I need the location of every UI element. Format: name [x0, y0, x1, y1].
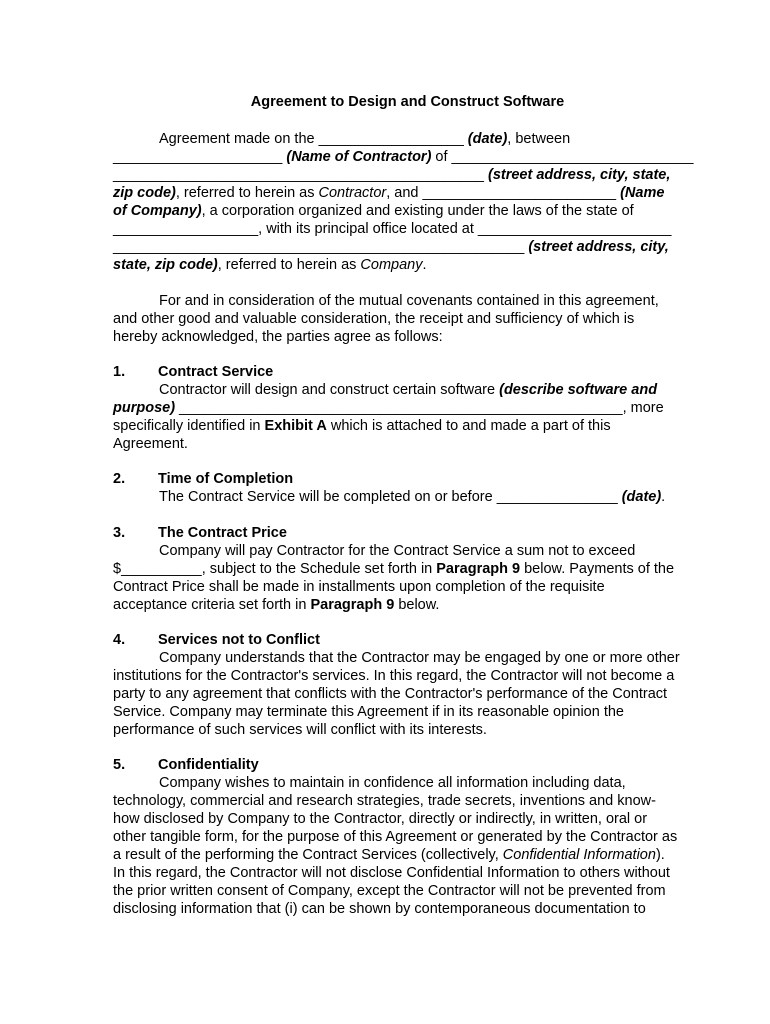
preamble-text: , referred to herein as	[175, 185, 319, 201]
preamble-text: .	[422, 257, 427, 273]
section-text: acceptance criteria set forth in	[113, 597, 311, 613]
section-title: Contract Service	[158, 364, 274, 380]
section-5-line-5	[113, 846, 665, 864]
section-5-line-6: In this regard, the Contractor will not disclose Confidential Information to others without	[113, 865, 670, 881]
document-title: Agreement to Design and Construct Software	[250, 94, 565, 110]
section-text: ).	[655, 847, 665, 863]
section-1-heading	[113, 363, 273, 381]
section-title: Time of Completion	[158, 471, 294, 487]
address-label: zip code)	[113, 185, 176, 201]
section-5-line-4: other tangible form, for the purpose of this Agreement or generated by the Contractor as	[113, 829, 678, 845]
section-number: 4.	[113, 632, 126, 648]
preamble-date-label: (date)	[467, 131, 508, 147]
exhibit-reference: Exhibit A	[264, 418, 327, 434]
section-2-heading	[113, 470, 293, 488]
preamble-text: of ______________________________	[431, 149, 694, 165]
software-label: (describe software and	[499, 382, 658, 398]
preamble-line-2	[113, 148, 693, 166]
preamble-line-8	[113, 256, 427, 274]
defined-term: Contractor	[318, 185, 387, 201]
section-text: Contractor will design and construct certain software	[159, 382, 500, 398]
section-3-line-1: Company will pay Contractor for the Contract Service a sum not to exceed	[159, 543, 636, 559]
preamble-text: , referred to herein as	[217, 257, 361, 273]
section-text: a result of the performing the Contract Services (collectively,	[113, 847, 503, 863]
section-title: The Contract Price	[158, 525, 287, 541]
section-title: Services not to Conflict	[158, 632, 320, 648]
section-5-line-3: how disclosed by Company to the Contractor, directly or indirectly, in written, oral or	[113, 811, 648, 827]
preamble-text: , between	[507, 131, 571, 147]
section-5-line-7: the prior written consent of Company, except the Contractor will not be prevented from	[113, 883, 666, 899]
preamble-line-1	[159, 130, 570, 148]
preamble-text: , a corporation organized and existing under the laws of the state of	[201, 203, 634, 219]
section-number: 3.	[113, 525, 126, 541]
defined-term: Company	[360, 257, 423, 273]
section-4-line-4: Service. Company may terminate this Agreement if in its reasonable opinion the	[113, 704, 624, 720]
recital-line-2: and other good and valuable consideration, the receipt and sufficiency of which is	[113, 311, 635, 327]
software-label: purpose)	[113, 400, 176, 416]
preamble-line-3	[113, 166, 670, 184]
address-label: (street address, city,	[528, 239, 669, 255]
section-text: which is attached to and made a part of this	[326, 418, 611, 434]
section-4-line-1: Company understands that the Contractor may be engaged by one or more other	[159, 650, 680, 666]
section-text: The Contract Service will be completed on or before _______________	[159, 489, 622, 505]
preamble-text: _____________________	[113, 149, 287, 165]
contractor-name-label: (Name of Contractor)	[286, 149, 432, 165]
section-5-line-1: Company wishes to maintain in confidence all information including data,	[159, 775, 626, 791]
section-text: below. Payments of the	[520, 561, 675, 577]
section-4-line-3: party to any agreement that conflicts with the Contractor's performance of the Contract	[113, 686, 668, 702]
section-number: 5.	[113, 757, 126, 773]
company-name-label: (Name	[620, 185, 665, 201]
section-4-heading	[113, 631, 320, 649]
section-3-line-4	[113, 596, 439, 614]
address-label: (street address, city, state,	[487, 167, 671, 183]
section-5-line-2: technology, commercial and research strategies, trade secrets, inventions and know-	[113, 793, 656, 809]
section-1-line-2	[113, 399, 664, 417]
section-text: specifically identified in	[113, 418, 265, 434]
section-text: $__________, subject to the Schedule set forth in	[113, 561, 437, 577]
section-text: _______________________________________________________, more	[175, 400, 664, 416]
preamble-line-6: __________________, with its principal office located at ________________________	[113, 221, 672, 237]
section-4-line-5: performance of such services will conflict with its interests.	[113, 722, 487, 738]
preamble-text: ___________________________________________________	[113, 239, 529, 255]
section-1-line-1	[159, 381, 657, 399]
section-text: .	[661, 489, 666, 505]
paragraph-reference: Paragraph 9	[310, 597, 395, 613]
section-4-line-2: institutions for the Contractor's services. In this regard, the Contractor will not become a	[113, 668, 675, 684]
preamble-line-7	[113, 238, 669, 256]
paragraph-reference: Paragraph 9	[436, 561, 521, 577]
section-2-line-1	[159, 488, 665, 506]
section-1-line-4: Agreement.	[113, 436, 188, 452]
preamble-text: , and ________________________	[386, 185, 621, 201]
section-5-heading	[113, 756, 259, 774]
preamble-text: Agreement made on the __________________	[159, 131, 468, 147]
section-3-line-3: Contract Price shall be made in installments upon completion of the requisite	[113, 579, 605, 595]
preamble-line-5	[113, 202, 634, 220]
recital-line-3: hereby acknowledged, the parties agree as follows:	[113, 329, 443, 345]
section-3-heading	[113, 524, 287, 542]
section-3-line-2	[113, 560, 674, 578]
date-label: (date)	[621, 489, 662, 505]
section-number: 1.	[113, 364, 126, 380]
section-number: 2.	[113, 471, 126, 487]
preamble-text: ______________________________________________	[113, 167, 488, 183]
section-1-line-3	[113, 417, 611, 435]
section-text: below.	[394, 597, 440, 613]
company-name-label: of Company)	[113, 203, 202, 219]
address-label: state, zip code)	[113, 257, 218, 273]
section-title: Confidentiality	[158, 757, 259, 773]
preamble-line-4	[113, 184, 664, 202]
section-5-line-8: disclosing information that (i) can be shown by contemporaneous documentation to	[113, 901, 646, 917]
defined-term: Confidential Information	[502, 847, 656, 863]
recital-line-1: For and in consideration of the mutual covenants contained in this agreement,	[159, 293, 659, 309]
